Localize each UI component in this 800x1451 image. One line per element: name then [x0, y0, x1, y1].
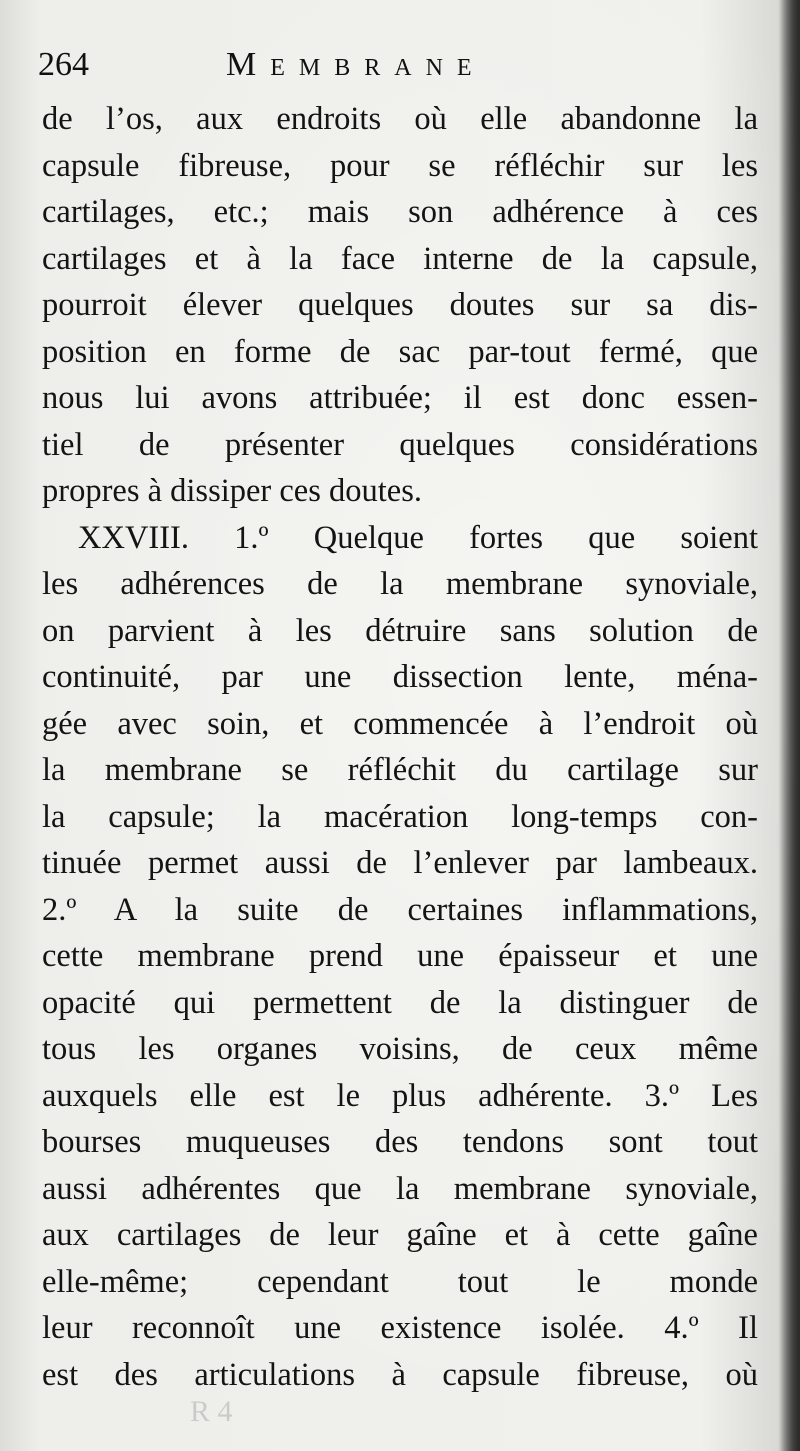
- signature-mark: R 4: [190, 1395, 233, 1428]
- text-line: bourses muqueuses des tendons sont tout: [42, 1124, 758, 1160]
- section-heading-line: XXVIII. 1.º Quelque fortes que soient: [78, 519, 758, 556]
- text-line: auxquels elle est le plus adhérente. 3.º Les: [42, 1077, 758, 1114]
- text-line: propres à dissiper ces doutes.: [42, 473, 422, 509]
- text-line: la capsule; la macération long-temps con-: [42, 798, 758, 835]
- text-line: continuité, par une dissection lente, ména-: [42, 659, 758, 695]
- text-line: tinuée permet aussi de l’enlever par lambeaux.: [42, 845, 758, 881]
- running-head: Membrane: [226, 46, 486, 83]
- text-line: aussi adhérentes que la membrane synoviale,: [42, 1170, 758, 1207]
- text-line: la membrane se réfléchit du cartilage sur: [42, 752, 758, 788]
- body-text: [42, 96, 758, 1398]
- text-line: gée avec soin, et commencée à l’endroit où: [42, 705, 758, 742]
- text-line: de l’os, aux endroits où elle abandonne la: [42, 101, 758, 137]
- text-line: on parvient à les détruire sans solution de: [42, 612, 758, 649]
- text-line: cartilages et à la face interne de la capsule,: [42, 240, 758, 277]
- text-line: cartilages, etc.; mais son adhérence à ces: [42, 194, 758, 230]
- text-line: nous lui avons attribuée; il est donc essen-: [42, 380, 758, 416]
- page-edge-shadow: [778, 0, 800, 1451]
- page-number: 264: [38, 46, 89, 83]
- page-header: [38, 40, 758, 90]
- text-line: cette membrane prend une épaisseur et une: [42, 938, 758, 974]
- text-line: elle-même; cependant tout le monde: [42, 1263, 758, 1300]
- text-line: les adhérences de la membrane synoviale,: [42, 566, 758, 602]
- text-line: pourroit élever quelques doutes sur sa dis-: [42, 287, 758, 323]
- text-line: 2.º A la suite de certaines inflammations,: [42, 891, 758, 928]
- text-line: capsule fibreuse, pour se réfléchir sur les: [42, 147, 758, 184]
- text-line: leur reconnoît une existence isolée. 4.º Il: [42, 1310, 758, 1346]
- text-line: tiel de présenter quelques considérations: [42, 426, 758, 463]
- text-line: est des articulations à capsule fibreuse, où: [42, 1356, 758, 1393]
- text-line: aux cartilages de leur gaîne et à cette gaîne: [42, 1217, 758, 1253]
- text-line: tous les organes voisins, de ceux même: [42, 1031, 758, 1067]
- text-line: position en forme de sac par-tout fermé, que: [42, 333, 758, 370]
- text-line: opacité qui permettent de la distinguer de: [42, 984, 758, 1021]
